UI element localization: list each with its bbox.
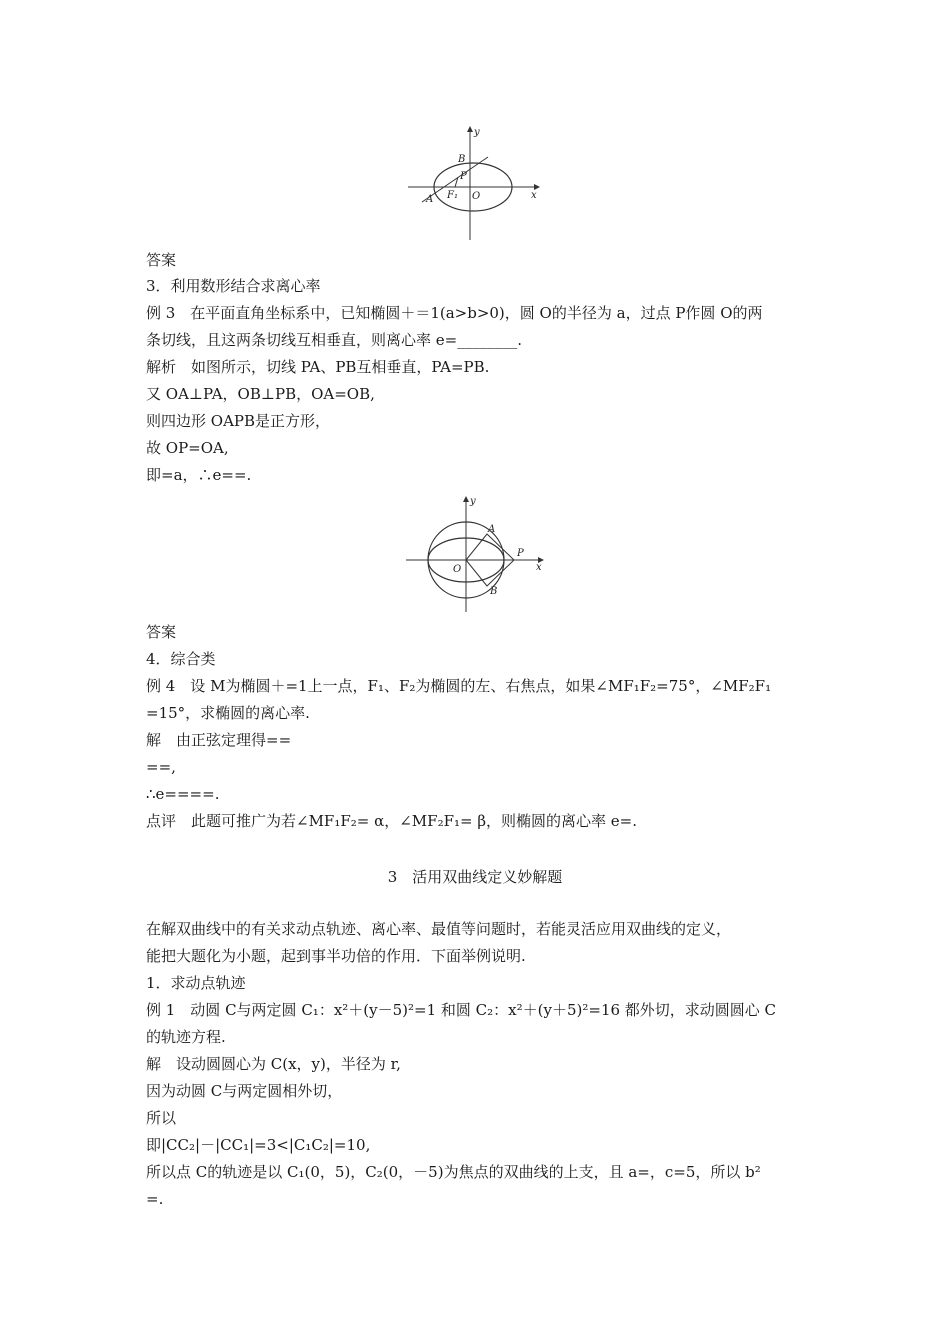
label-o: O <box>453 564 462 575</box>
solution-line-3: ∴e====. <box>146 785 220 803</box>
answer-label-1: 答案 <box>146 251 177 269</box>
analysis-line-1: 解析 如图所示，切线 PA、PB互相垂直，PA=PB. <box>146 358 490 376</box>
solution-line-2: ==, <box>146 758 176 776</box>
label-b: B <box>458 154 466 165</box>
solution-line-1: 解 由正弦定理得== <box>146 731 292 749</box>
label-o: O <box>472 191 481 202</box>
label-y: y <box>474 127 480 138</box>
label-y: y <box>470 496 476 507</box>
heading-3: 3．利用数形结合求离心率 <box>146 277 321 295</box>
analysis-line-5: 即=a，∴e==. <box>146 466 252 484</box>
example-1-line-1: 例 1 动圆 C与两定圆 C₁：x²＋(y－5)²=1 和圆 C₂：x²＋(y＋5)²=16 都外切，求动圆圆心 C <box>146 1001 777 1019</box>
label-a: A <box>488 524 496 535</box>
analysis-line-4: 故 OP=OA, <box>146 439 229 457</box>
solution-1-line-5: 所以点 C的轨迹是以 C₁(0，5)，C₂(0，－5)为焦点的双曲线的上支，且 a=，c=5，所以 b² <box>146 1163 761 1181</box>
intro-line-1: 在解双曲线中的有关求动点轨迹、离心率、最值等问题时，若能灵活应用双曲线的定义， <box>146 920 732 938</box>
label-b: B <box>490 586 498 597</box>
solution-1-line-3: 所以 <box>146 1109 177 1127</box>
example-3-line-1: 例 3 在平面直角坐标系中，已知椭圆＋＝1(a>b>0)，圆 O的半径为 a，过点 P作圆 O的两 <box>146 304 763 322</box>
analysis-line-2: 又 OA⊥PA，OB⊥PB，OA=OB, <box>146 385 375 403</box>
figure-circle-ellipse <box>400 490 550 615</box>
section-title: 3 活用双曲线定义妙解题 <box>387 868 563 886</box>
heading-1: 1．求动点轨迹 <box>146 974 246 992</box>
label-a: A <box>426 194 434 205</box>
comment-line: 点评 此题可推广为若∠MF₁F₂= α，∠MF₂F₁= β，则椭圆的离心率 e=. <box>146 812 637 830</box>
example-4-line-1: 例 4 设 M为椭圆＋=1上一点，F₁、F₂为椭圆的左、右焦点，如果∠MF₁F₂=75°，∠MF₂F₁ <box>146 677 772 695</box>
answer-label-2: 答案 <box>146 623 177 641</box>
solution-1-line-2: 因为动圆 C与两定圆相外切， <box>146 1082 343 1100</box>
label-x: x <box>531 190 537 201</box>
label-f1: F₁ <box>447 190 458 201</box>
solution-1-line-1: 解 设动圆圆心为 C(x，y)，半径为 r, <box>146 1055 401 1073</box>
label-p: P <box>517 548 524 559</box>
figure-ellipse-tangent <box>400 122 550 244</box>
label-p: P <box>460 171 467 182</box>
example-4-line-2: =15°，求椭圆的离心率. <box>146 704 310 722</box>
label-x: x <box>536 562 542 573</box>
analysis-line-3: 则四边形 OAPB是正方形， <box>146 412 331 430</box>
example-1-line-2: 的轨迹方程. <box>146 1028 226 1046</box>
solution-1-line-6: =. <box>146 1190 164 1208</box>
heading-4: 4．综合类 <box>146 650 216 668</box>
example-3-line-2: 条切线，且这两条切线互相垂直，则离心率 e=________. <box>146 331 522 349</box>
solution-1-line-4: 即|CC₂|－|CC₁|=3<|C₁C₂|=10, <box>146 1136 371 1154</box>
intro-line-2: 能把大题化为小题，起到事半功倍的作用．下面举例说明. <box>146 947 526 965</box>
